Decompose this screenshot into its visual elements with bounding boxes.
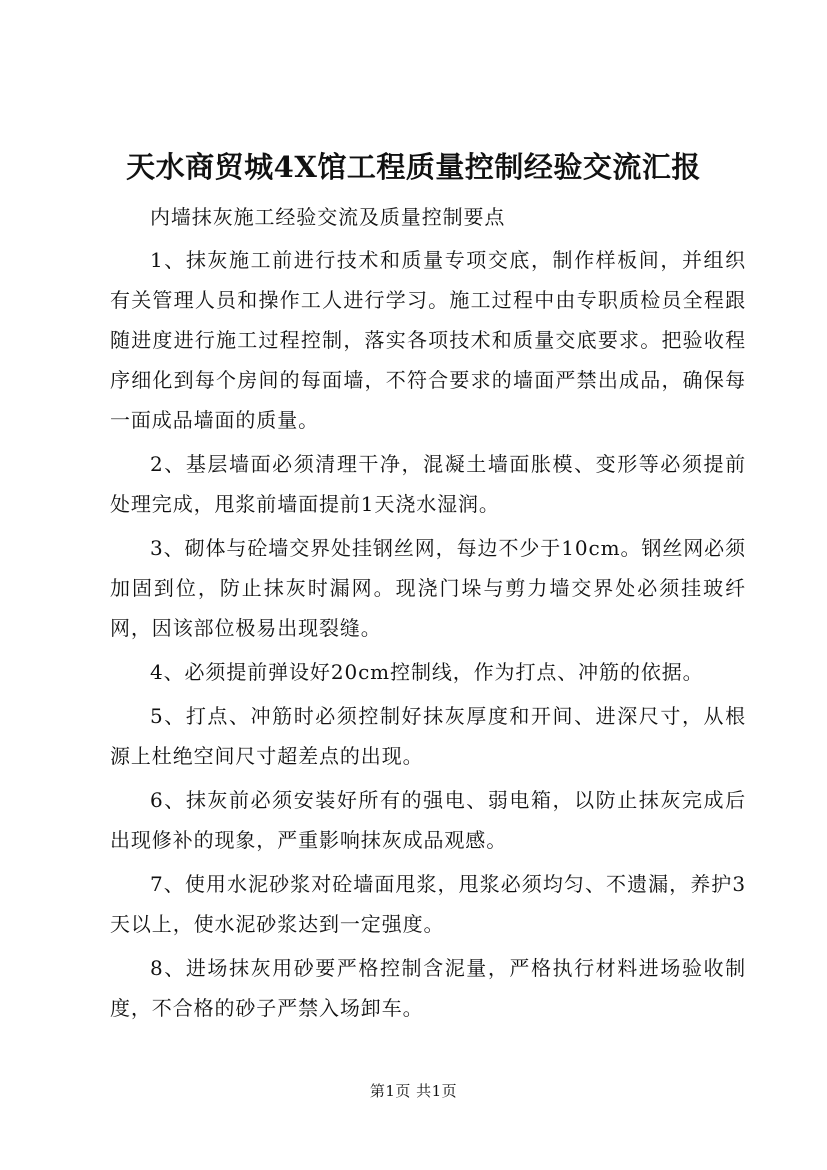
paragraph-4: 4、必须提前弹设好20cm控制线，作为打点、冲筋的依据。: [150, 660, 704, 684]
paragraph-5: 5、打点、冲筋时必须控制好抹灰厚度和开间、进深尺寸，从根源上杜绝空间尺寸超差点的出现。: [110, 704, 746, 768]
document-subtitle: 内墙抹灰施工经验交流及质量控制要点: [150, 205, 506, 229]
paragraph-6: 6、抹灰前必须安装好所有的强电、弱电箱，以防止抹灰完成后出现修补的现象，严重影响抹灰成品观感。: [110, 788, 746, 852]
paragraph-7: 7、使用水泥砂浆对砼墙面甩浆，甩浆必须均匀、不遗漏，养护3天以上，使水泥砂浆达到一定强度。: [110, 872, 746, 936]
paragraph-3: 3、砌体与砼墙交界处挂钢丝网，每边不少于10cm。钢丝网必须加固到位，防止抹灰时漏网。现浇门垛与剪力墙交界处必须挂玻纤网，因该部位极易出现裂缝。: [110, 536, 746, 640]
paragraph-2: 2、基层墙面必须清理干净，混凝土墙面胀模、变形等必须提前处理完成，甩浆前墙面提前1天浇水湿润。: [110, 452, 746, 516]
paragraph-1: 1、抹灰施工前进行技术和质量专项交底，制作样板间，并组织有关管理人员和操作工人进行学习。施工过程中由专职质检员全程跟随进度进行施工过程控制，落实各项技术和质量交底要求。把验收程序细化到每个房间的每面墙，不符合要求的墙面严禁出成品，确保每一面成品墙面的质量。: [110, 248, 746, 432]
document-title: 天水商贸城4X馆工程质量控制经验交流汇报: [126, 150, 701, 184]
page-number-footer: 第1页 共1页: [369, 1082, 458, 1100]
document-body: [110, 197, 746, 1032]
paragraph-8: 8、进场抹灰用砂要严格控制含泥量，严格执行材料进场验收制度，不合格的砂子严禁入场卸车。: [110, 956, 746, 1020]
